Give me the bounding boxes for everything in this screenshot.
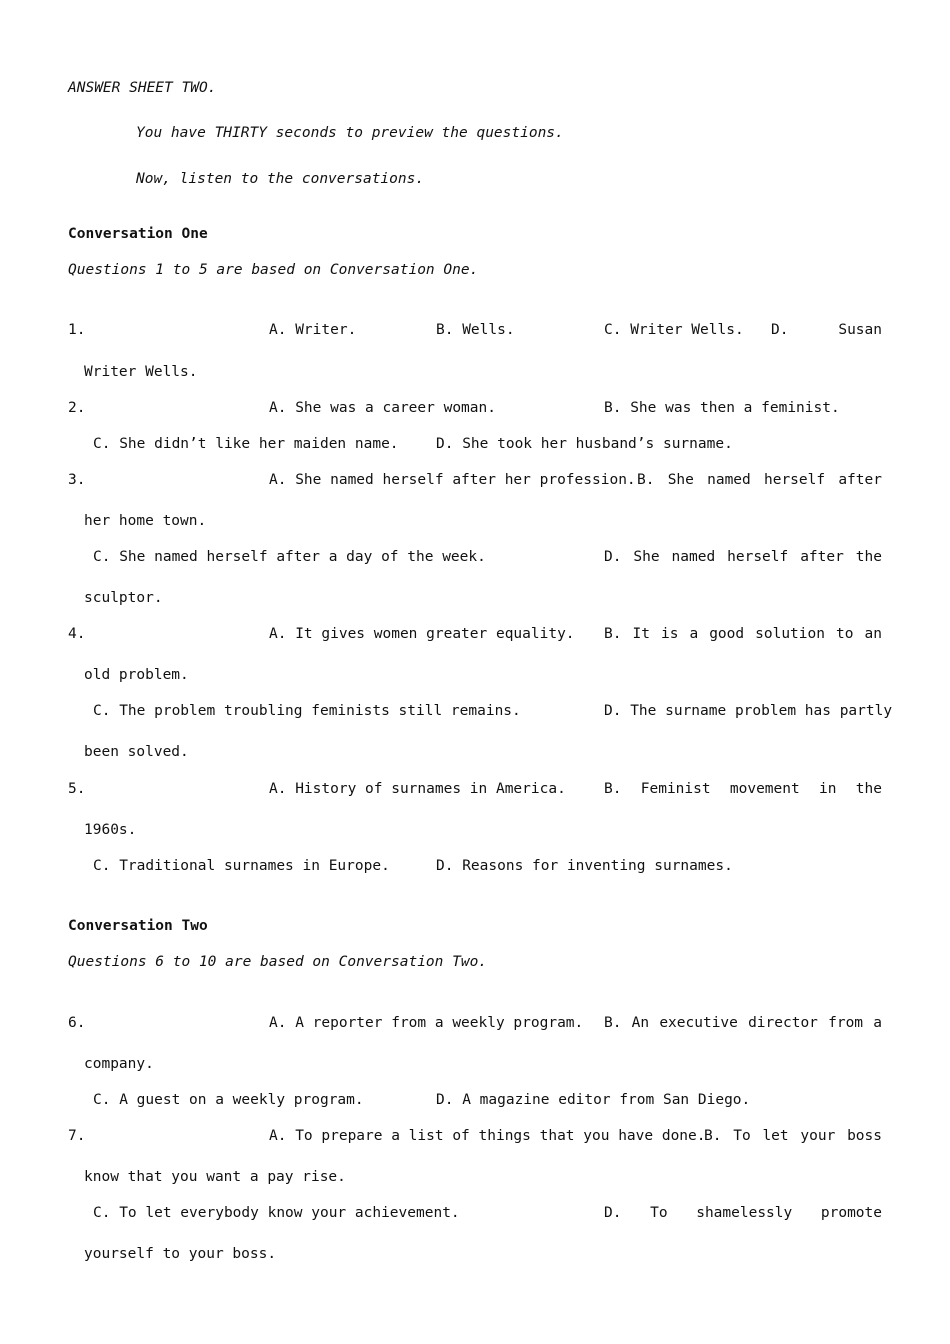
question-number: 4. xyxy=(68,626,86,642)
option-b-continuation: her home town. xyxy=(84,513,207,529)
question-number: 2. xyxy=(68,400,86,416)
option-b-word: from xyxy=(828,1015,864,1031)
option-b-word: It xyxy=(632,626,650,642)
option-b-word: an xyxy=(864,626,882,642)
option-b-word: boss xyxy=(847,1128,882,1144)
option-b xyxy=(604,780,882,798)
option-b-word: B. xyxy=(604,1015,622,1031)
option-d-word: D. xyxy=(604,1205,622,1221)
conversation-one-heading: Conversation One xyxy=(68,226,208,242)
option-b-continuation: know that you want a pay rise. xyxy=(84,1169,346,1185)
option-d-word: shamelessly xyxy=(696,1205,793,1221)
conversation-one-intro: Questions 1 to 5 are based on Conversation One. xyxy=(68,262,479,278)
option-b xyxy=(604,625,882,643)
option-b-word: An xyxy=(631,1015,650,1031)
option-b: B. She was then a feminist. xyxy=(604,400,840,416)
option-d: D. Reasons for inventing surnames. xyxy=(436,858,733,874)
option-d xyxy=(604,1204,882,1222)
option-b-continuation: old problem. xyxy=(84,667,189,683)
option-d: D. The surname problem has partly xyxy=(604,703,893,719)
option-d-word: the xyxy=(855,549,882,565)
option-c: C. She named herself after a day of the week. xyxy=(93,549,486,565)
conversation-two-heading: Conversation Two xyxy=(68,918,208,934)
question-number: 3. xyxy=(68,472,86,488)
option-b xyxy=(704,1127,882,1145)
question-number: 5. xyxy=(68,781,86,797)
option-a: A. She named herself after her profession. xyxy=(269,472,636,488)
option-b-word: after xyxy=(838,472,882,488)
option-b-word: to xyxy=(836,626,854,642)
option-d-continuation: yourself to your boss. xyxy=(84,1246,277,1262)
option-b-word: To xyxy=(733,1128,751,1144)
option-c: C. Traditional surnames in Europe. xyxy=(93,858,390,874)
option-d-continuation: been solved. xyxy=(84,744,189,760)
option-b-word: a xyxy=(873,1015,882,1031)
option-b xyxy=(637,471,882,489)
option-b-word: the xyxy=(855,781,882,797)
option-b-word: B. xyxy=(604,626,622,642)
option-b-word: solution xyxy=(755,626,825,642)
option-b-word: in xyxy=(819,781,837,797)
option-d-continuation: Writer Wells. xyxy=(84,364,198,380)
option-b-word: She xyxy=(667,472,694,488)
option-b-word: executive xyxy=(659,1015,738,1031)
option-c: C. The problem troubling feminists still remains. xyxy=(93,703,521,719)
question-number: 7. xyxy=(68,1128,86,1144)
question-number: 6. xyxy=(68,1015,86,1031)
option-d-word: D. xyxy=(604,549,622,565)
option-c: C. To let everybody know your achievement. xyxy=(93,1205,460,1221)
option-b xyxy=(604,1014,882,1032)
option-b-word: B. xyxy=(704,1128,722,1144)
option-d: D. A magazine editor from San Diego. xyxy=(436,1092,751,1108)
option-b-word: Feminist xyxy=(640,781,711,797)
option-b-word: herself xyxy=(763,472,826,488)
option-d xyxy=(604,548,882,566)
option-b-continuation: company. xyxy=(84,1056,154,1072)
option-b-word: let xyxy=(762,1128,789,1144)
conversation-two-intro: Questions 6 to 10 are based on Conversation Two. xyxy=(68,954,488,970)
option-b-word: B. xyxy=(604,781,622,797)
option-a: A. To prepare a list of things that you have done. xyxy=(269,1128,706,1144)
question-number: 1. xyxy=(68,322,86,338)
option-b-word: a xyxy=(689,626,699,642)
option-b-word: director xyxy=(748,1015,818,1031)
option-a: A. It gives women greater equality. xyxy=(269,626,575,642)
option-d-word: after xyxy=(800,549,844,565)
option-b-word: your xyxy=(800,1128,836,1144)
option-c: C. She didn’t like her maiden name. xyxy=(93,436,399,452)
option-a: A. Writer. xyxy=(269,322,357,338)
option-b-word: is xyxy=(660,626,679,642)
option-a: A. A reporter from a weekly program. xyxy=(269,1015,584,1031)
option-d-word: Susan xyxy=(838,322,882,338)
option-c: C. Writer Wells. xyxy=(604,322,744,338)
option-b: B. Wells. xyxy=(436,322,515,338)
option-d-word: named xyxy=(671,549,716,565)
option-d-word: herself xyxy=(727,549,789,565)
option-d-continuation: sculptor. xyxy=(84,590,163,606)
sheet-title: ANSWER SHEET TWO. xyxy=(68,80,217,96)
option-b-word: good xyxy=(709,626,745,642)
option-d-word: To xyxy=(650,1205,668,1221)
option-d: D. She took her husband’s surname. xyxy=(436,436,733,452)
option-b-word: movement xyxy=(729,781,800,797)
option-d-word: D. xyxy=(771,322,789,338)
option-b-continuation: 1960s. xyxy=(84,822,137,838)
option-a: A. History of surnames in America. xyxy=(269,781,566,797)
option-b-word: named xyxy=(707,472,751,488)
preview-instruction: You have THIRTY seconds to preview the questions. xyxy=(136,125,564,141)
option-c: C. A guest on a weekly program. xyxy=(93,1092,364,1108)
listen-instruction: Now, listen to the conversations. xyxy=(136,171,425,187)
option-b-word: B. xyxy=(637,472,655,488)
option-a: A. She was a career woman. xyxy=(269,400,496,416)
option-d-word: She xyxy=(633,549,660,565)
option-d-word: promote xyxy=(820,1205,882,1221)
option-d xyxy=(771,321,882,339)
